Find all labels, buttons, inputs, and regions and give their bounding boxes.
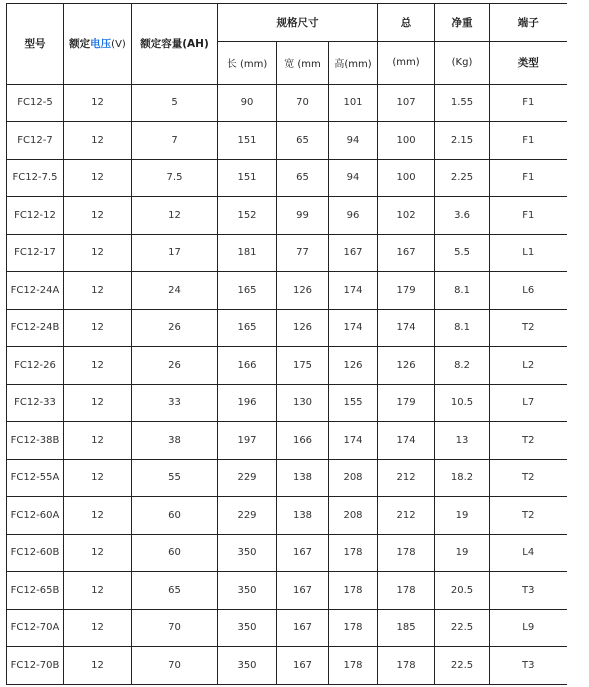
cell-width: 126 <box>277 309 329 347</box>
cell-width: 126 <box>277 272 329 310</box>
cell-height: 178 <box>329 572 378 610</box>
cell-width: 167 <box>277 534 329 572</box>
cell-total: 174 <box>378 309 435 347</box>
header-capacity: 额定容量(AH) <box>132 4 218 85</box>
table-row <box>7 234 567 272</box>
cell-weight: 2.25 <box>435 159 490 197</box>
cell-voltage: 12 <box>64 609 132 647</box>
cell-width: 65 <box>277 122 329 160</box>
cell-terminal: T2 <box>490 497 567 535</box>
cell-weight: 2.15 <box>435 122 490 160</box>
cell-model: FC12-70A <box>7 609 64 647</box>
table-header <box>7 4 567 85</box>
cell-voltage: 12 <box>64 459 132 497</box>
cell-voltage: 12 <box>64 497 132 535</box>
cell-length: 350 <box>218 534 277 572</box>
header-height: 高(mm) <box>329 41 378 84</box>
cell-terminal: F1 <box>490 84 567 122</box>
cell-total: 100 <box>378 159 435 197</box>
cell-total: 178 <box>378 534 435 572</box>
cell-width: 65 <box>277 159 329 197</box>
cell-capacity: 60 <box>132 534 218 572</box>
cell-weight: 10.5 <box>435 384 490 422</box>
cell-height: 178 <box>329 609 378 647</box>
cell-height: 178 <box>329 534 378 572</box>
cell-height: 126 <box>329 347 378 385</box>
cell-width: 167 <box>277 609 329 647</box>
cell-terminal: L7 <box>490 384 567 422</box>
cell-terminal: L6 <box>490 272 567 310</box>
table-row <box>7 534 567 572</box>
cell-terminal: F1 <box>490 197 567 235</box>
cell-total: 102 <box>378 197 435 235</box>
cell-height: 208 <box>329 497 378 535</box>
cell-height: 174 <box>329 272 378 310</box>
cell-capacity: 7 <box>132 122 218 160</box>
table-row <box>7 609 567 647</box>
cell-height: 155 <box>329 384 378 422</box>
cell-length: 196 <box>218 384 277 422</box>
cell-model: FC12-33 <box>7 384 64 422</box>
cell-model: FC12-26 <box>7 347 64 385</box>
cell-width: 70 <box>277 84 329 122</box>
cell-model: FC12-38B <box>7 422 64 460</box>
cell-width: 99 <box>277 197 329 235</box>
cell-height: 174 <box>329 422 378 460</box>
table-row <box>7 459 567 497</box>
cell-model: FC12-7 <box>7 122 64 160</box>
cell-weight: 19 <box>435 497 490 535</box>
cell-model: FC12-60A <box>7 497 64 535</box>
cell-model: FC12-55A <box>7 459 64 497</box>
cell-voltage: 12 <box>64 234 132 272</box>
cell-total: 100 <box>378 122 435 160</box>
cell-total: 179 <box>378 384 435 422</box>
header-length: 长 (mm) <box>218 41 277 84</box>
header-model: 型号 <box>7 4 64 85</box>
cell-capacity: 38 <box>132 422 218 460</box>
cell-width: 138 <box>277 459 329 497</box>
cell-weight: 5.5 <box>435 234 490 272</box>
cell-terminal: T2 <box>490 422 567 460</box>
header-total-unit: (mm) <box>378 41 435 84</box>
header-weight-unit: (Kg) <box>435 41 490 84</box>
cell-voltage: 12 <box>64 159 132 197</box>
table-row <box>7 347 567 385</box>
cell-weight: 22.5 <box>435 609 490 647</box>
cell-weight: 8.1 <box>435 272 490 310</box>
table-row <box>7 647 567 685</box>
cell-height: 167 <box>329 234 378 272</box>
cell-length: 197 <box>218 422 277 460</box>
cell-weight: 13 <box>435 422 490 460</box>
cell-length: 165 <box>218 309 277 347</box>
table-body <box>7 84 567 684</box>
cell-capacity: 55 <box>132 459 218 497</box>
table-row <box>7 84 567 122</box>
voltage-highlight: 电压 <box>90 38 112 51</box>
cell-terminal: T3 <box>490 572 567 610</box>
cell-terminal: T2 <box>490 459 567 497</box>
cell-voltage: 12 <box>64 534 132 572</box>
header-terminal: 端子 <box>490 4 567 42</box>
cell-width: 138 <box>277 497 329 535</box>
cell-length: 165 <box>218 272 277 310</box>
battery-spec-table <box>6 3 567 685</box>
cell-terminal: F1 <box>490 122 567 160</box>
table-row <box>7 422 567 460</box>
cell-height: 94 <box>329 122 378 160</box>
cell-length: 151 <box>218 122 277 160</box>
cell-capacity: 26 <box>132 309 218 347</box>
cell-capacity: 17 <box>132 234 218 272</box>
cell-total: 178 <box>378 572 435 610</box>
cell-length: 229 <box>218 497 277 535</box>
header-dimensions: 规格尺寸 <box>218 4 378 42</box>
cell-weight: 22.5 <box>435 647 490 685</box>
cell-height: 178 <box>329 647 378 685</box>
cell-voltage: 12 <box>64 422 132 460</box>
cell-length: 350 <box>218 609 277 647</box>
cell-capacity: 70 <box>132 647 218 685</box>
cell-voltage: 12 <box>64 309 132 347</box>
table-row <box>7 272 567 310</box>
cell-length: 166 <box>218 347 277 385</box>
cell-capacity: 12 <box>132 197 218 235</box>
header-width: 宽 (mm <box>277 41 329 84</box>
cell-capacity: 33 <box>132 384 218 422</box>
cell-model: FC12-24B <box>7 309 64 347</box>
cell-weight: 18.2 <box>435 459 490 497</box>
table-row <box>7 197 567 235</box>
cell-model: FC12-17 <box>7 234 64 272</box>
cell-total: 185 <box>378 609 435 647</box>
cell-terminal: L9 <box>490 609 567 647</box>
cell-length: 152 <box>218 197 277 235</box>
cell-model: FC12-12 <box>7 197 64 235</box>
cell-model: FC12-24A <box>7 272 64 310</box>
cell-terminal: T3 <box>490 647 567 685</box>
header-total: 总 <box>378 4 435 42</box>
cell-height: 94 <box>329 159 378 197</box>
cell-model: FC12-70B <box>7 647 64 685</box>
cell-height: 208 <box>329 459 378 497</box>
header-terminal-type: 类型 <box>490 41 567 84</box>
header-voltage <box>64 4 132 85</box>
cell-total: 179 <box>378 272 435 310</box>
table-row <box>7 497 567 535</box>
cell-height: 96 <box>329 197 378 235</box>
cell-weight: 20.5 <box>435 572 490 610</box>
cell-capacity: 65 <box>132 572 218 610</box>
cell-length: 151 <box>218 159 277 197</box>
cell-model: FC12-65B <box>7 572 64 610</box>
cell-length: 350 <box>218 572 277 610</box>
table-row <box>7 572 567 610</box>
cell-voltage: 12 <box>64 384 132 422</box>
cell-weight: 19 <box>435 534 490 572</box>
cell-capacity: 5 <box>132 84 218 122</box>
table-row <box>7 159 567 197</box>
cell-model: FC12-60B <box>7 534 64 572</box>
cell-total: 167 <box>378 234 435 272</box>
cell-total: 174 <box>378 422 435 460</box>
cell-length: 350 <box>218 647 277 685</box>
cell-length: 229 <box>218 459 277 497</box>
voltage-unit: (V) <box>111 39 126 51</box>
cell-weight: 8.2 <box>435 347 490 385</box>
cell-capacity: 60 <box>132 497 218 535</box>
cell-height: 101 <box>329 84 378 122</box>
cell-weight: 1.55 <box>435 84 490 122</box>
cell-weight: 3.6 <box>435 197 490 235</box>
cell-width: 166 <box>277 422 329 460</box>
cell-width: 130 <box>277 384 329 422</box>
cell-voltage: 12 <box>64 197 132 235</box>
cell-width: 167 <box>277 647 329 685</box>
cell-total: 178 <box>378 647 435 685</box>
table-row <box>7 309 567 347</box>
cell-width: 175 <box>277 347 329 385</box>
table-row <box>7 384 567 422</box>
cell-voltage: 12 <box>64 572 132 610</box>
cell-length: 181 <box>218 234 277 272</box>
cell-width: 77 <box>277 234 329 272</box>
cell-total: 126 <box>378 347 435 385</box>
cell-terminal: T2 <box>490 309 567 347</box>
cell-total: 212 <box>378 459 435 497</box>
cell-total: 107 <box>378 84 435 122</box>
cell-total: 212 <box>378 497 435 535</box>
cell-voltage: 12 <box>64 84 132 122</box>
cell-capacity: 26 <box>132 347 218 385</box>
cell-model: FC12-5 <box>7 84 64 122</box>
cell-model: FC12-7.5 <box>7 159 64 197</box>
table-row <box>7 122 567 160</box>
cell-weight: 8.1 <box>435 309 490 347</box>
cell-capacity: 7.5 <box>132 159 218 197</box>
cell-length: 90 <box>218 84 277 122</box>
cell-voltage: 12 <box>64 272 132 310</box>
cell-width: 167 <box>277 572 329 610</box>
cell-terminal: L1 <box>490 234 567 272</box>
voltage-prefix: 额定 <box>69 38 91 51</box>
cell-voltage: 12 <box>64 122 132 160</box>
cell-height: 174 <box>329 309 378 347</box>
cell-capacity: 24 <box>132 272 218 310</box>
cell-terminal: L4 <box>490 534 567 572</box>
cell-capacity: 70 <box>132 609 218 647</box>
header-weight: 净重 <box>435 4 490 42</box>
cell-terminal: L2 <box>490 347 567 385</box>
cell-voltage: 12 <box>64 647 132 685</box>
cell-voltage: 12 <box>64 347 132 385</box>
cell-terminal: F1 <box>490 159 567 197</box>
